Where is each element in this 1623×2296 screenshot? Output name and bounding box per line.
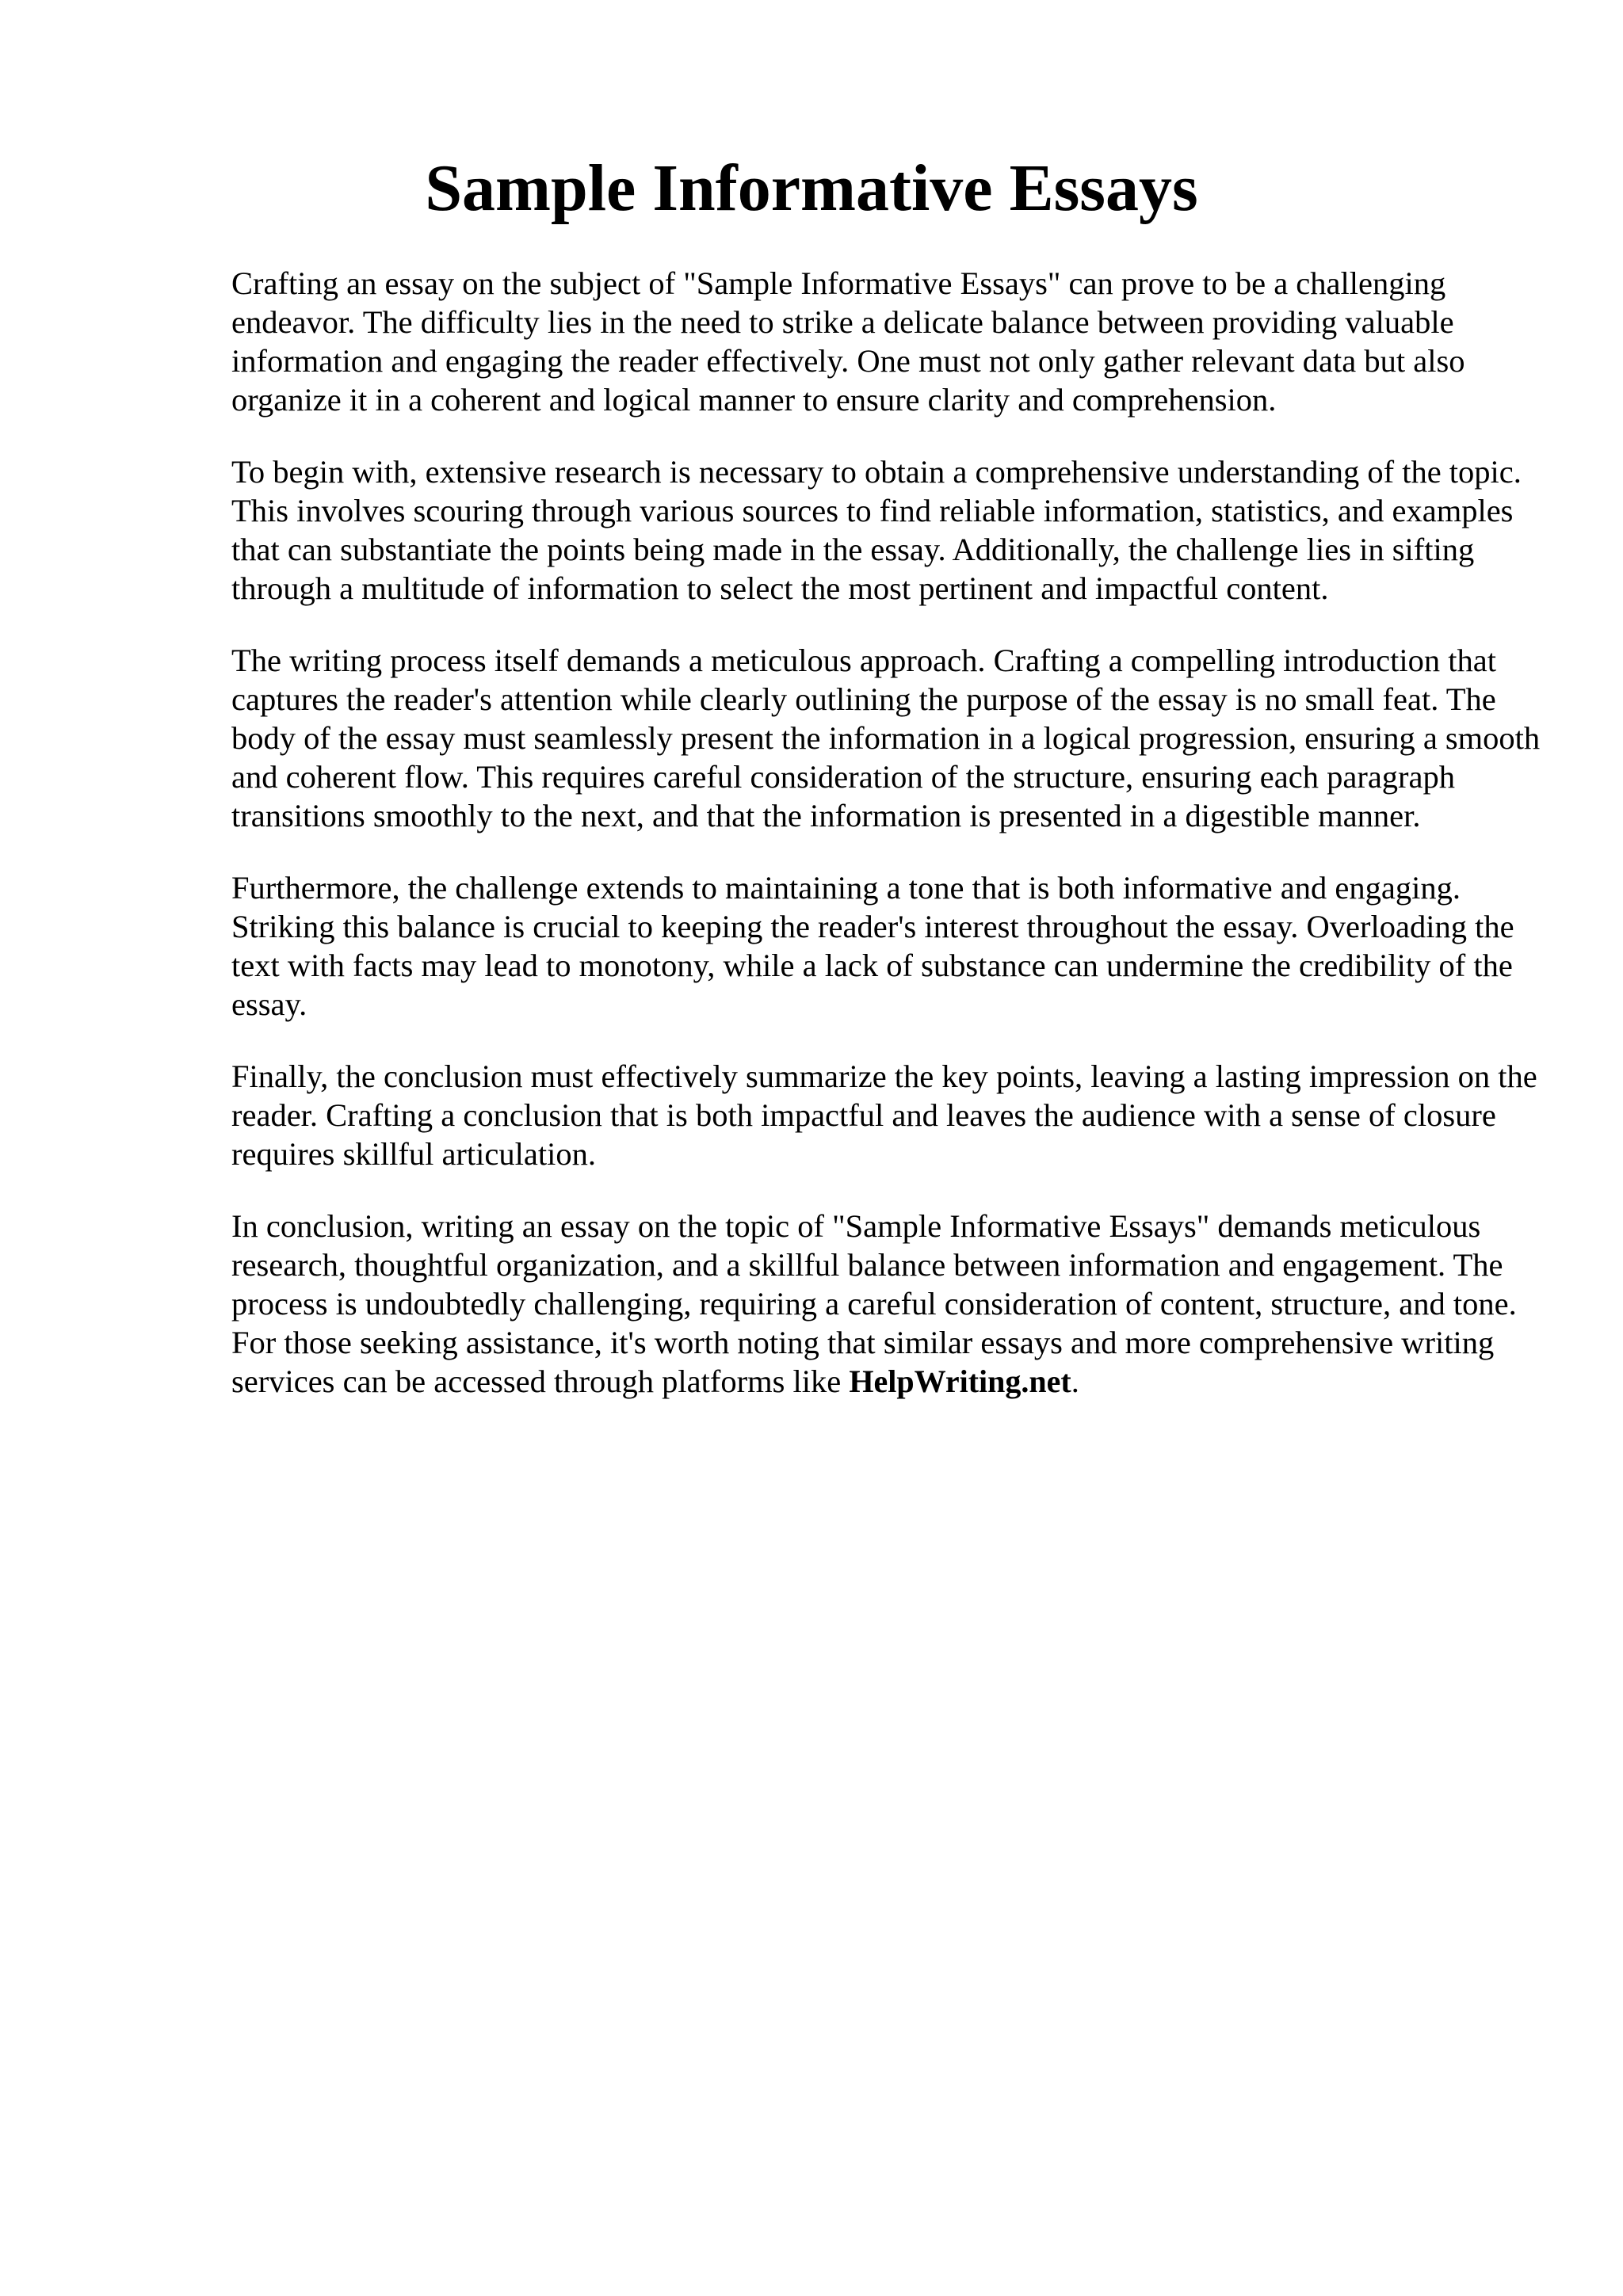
paragraph-4: Furthermore, the challenge extends to maintaining a tone that is both informative and engaging. Striking this balance is crucial to keeping the reader's interest throughout the essay. Overloading the text with facts may lead to monotony, while a lack of substance can undermine the credibility of the essay. [231, 870, 1514, 1022]
paragraph-5: Finally, the conclusion must effectively summarize the key points, leaving a lasting impression on the reader. Crafting a conclusion that is both impactful and leaves the audience with a sense of closure requires skillful articulation. [231, 1058, 1537, 1172]
essay-body [231, 264, 1555, 1434]
paragraph-6-trailing: . [1071, 1363, 1079, 1399]
paragraph-6-text: In conclusion, writing an essay on the topic of "Sample Informative Essays" demands meticulous research, thoughtful organization, and a skillful balance between information and engagement. The process is undoubtedly challenging, requiring a careful consideration of content, structure, and tone. For those seeking assistance, it's worth noting that similar essays and more comprehensive writing services can be accessed through platforms like [231, 1208, 1517, 1399]
page-title: Sample Informative Essays [425, 151, 1198, 225]
paragraph-6 [231, 1207, 1555, 1401]
paragraph-2: To begin with, extensive research is necessary to obtain a comprehensive understanding of the topic. This involves scouring through various sources to find reliable information, statistics, and examples that can substantiate the points being made in the essay. Additionally, the challenge lies in sifting through a multitude of information to select the most pertinent and impactful content. [231, 454, 1522, 606]
paragraph-1: Crafting an essay on the subject of "Sample Informative Essays" can prove to be a challenging endeavor. The difficulty lies in the need to strike a delicate balance between providing valuable information and engaging the reader effectively. One must not only gather relevant data but also organize it in a coherent and logical manner to ensure clarity and comprehension. [231, 265, 1465, 418]
helpwriting-link[interactable]: HelpWriting.net [849, 1363, 1071, 1399]
paragraph-3: The writing process itself demands a meticulous approach. Crafting a compelling introduction that captures the reader's attention while clearly outlining the purpose of the essay is no small feat. The body of the essay must seamlessly present the information in a logical progression, ensuring a smooth and coherent flow. This requires careful consideration of the structure, ensuring each paragraph transitions smoothly to the next, and that the information is presented in a digestible manner. [231, 643, 1541, 833]
